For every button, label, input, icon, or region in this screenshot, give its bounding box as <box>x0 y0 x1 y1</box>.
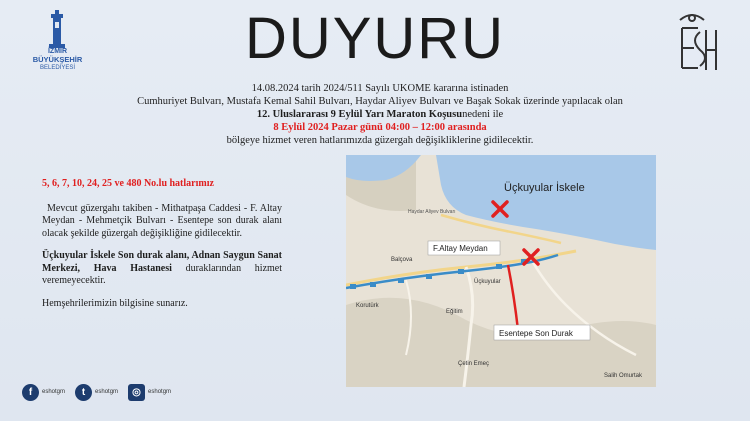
intro-line3-rest: nedeni ile <box>462 109 504 120</box>
map-label-iskele: Üçkuyular İskele <box>504 182 585 194</box>
intro-line1: 14.08.2024 tarih 2024/511 Sayılı UKOME kararına istinaden <box>251 83 509 94</box>
twitter-link[interactable] <box>75 384 118 401</box>
stops-paragraph <box>42 250 282 288</box>
map-label-haydar: Haydar Aliyev Bulvarı <box>408 209 456 215</box>
closing-paragraph: Hemşehrilerimizin bilgisine sunarız. <box>42 297 188 309</box>
intro-line5: bölgeye hizmet veren hatlarımızda güzergah değişikliklerine gidilecektir. <box>226 135 534 146</box>
map-label-esentepe: Esentepe Son Durak <box>499 329 573 338</box>
map-label-uckuyular: Üçkuyular <box>474 279 501 285</box>
instagram-link[interactable] <box>128 384 171 401</box>
eshot-logo <box>660 10 725 80</box>
facebook-handle: eshotgm <box>42 389 66 395</box>
intro-text <box>70 82 690 147</box>
map-label-altay: F.Altay Meydan <box>433 244 488 253</box>
twitter-handle: eshotgm <box>95 389 119 395</box>
announcement-body <box>42 178 282 320</box>
logo-line2: BÜYÜKŞEHİR <box>32 55 83 64</box>
route-map <box>346 155 656 387</box>
closed-stops: Üçkuyular İskele Son durak alanı, Adnan Saygun Sanat Merkezi, Hava Hastanesi <box>42 250 282 274</box>
facebook-icon: f <box>22 384 39 401</box>
route-numbers: 5, 6, 7, 10, 24, 25 ve 480 No.lu hatlarımız <box>42 178 214 189</box>
event-date: 8 Eylül 2024 Pazar günü 04:00 – 12:00 arasında <box>273 122 487 133</box>
map-label-koruturk: Korutürk <box>356 303 379 309</box>
page-title: DUYURU <box>244 6 506 71</box>
logo-line3: BELEDİYESİ <box>39 65 75 71</box>
twitter-icon: t <box>75 384 92 401</box>
map-graphic <box>346 155 656 387</box>
route-change-paragraph: Mevcut güzergahı takiben - Mithatpaşa Caddesi - F. Altay Meydan - Mehmetçik Bulvarı - Esentepe son durak alanı olacak şekilde güzergah değişikliğine gidilecektir. <box>42 202 282 239</box>
instagram-icon: ◎ <box>128 384 145 401</box>
intro-line2: Cumhuriyet Bulvarı, Mustafa Kemal Sahil Bulvarı, Haydar Aliyev Bulvarı ve Başak Sokak üzerinde yapılacak olan <box>137 96 623 107</box>
map-label-egitim: Eğitim <box>446 309 463 315</box>
map-label-balcova: Balçova <box>391 257 413 263</box>
logo-line1: İZMİR <box>47 48 68 55</box>
instagram-handle: eshotgm <box>148 389 172 395</box>
facebook-link[interactable] <box>22 384 65 401</box>
social-footer <box>22 382 181 402</box>
map-label-salih: Salih Omurtak <box>604 373 643 379</box>
map-label-cetin: Çetin Emeç <box>458 361 490 367</box>
event-name: 12. Uluslararası 9 Eylül Yarı Maraton Koşusu <box>256 109 463 120</box>
stops-paragraph-rest: duraklarından hizmet veremeyecektir. <box>42 262 283 286</box>
intro-line3 <box>70 108 690 121</box>
